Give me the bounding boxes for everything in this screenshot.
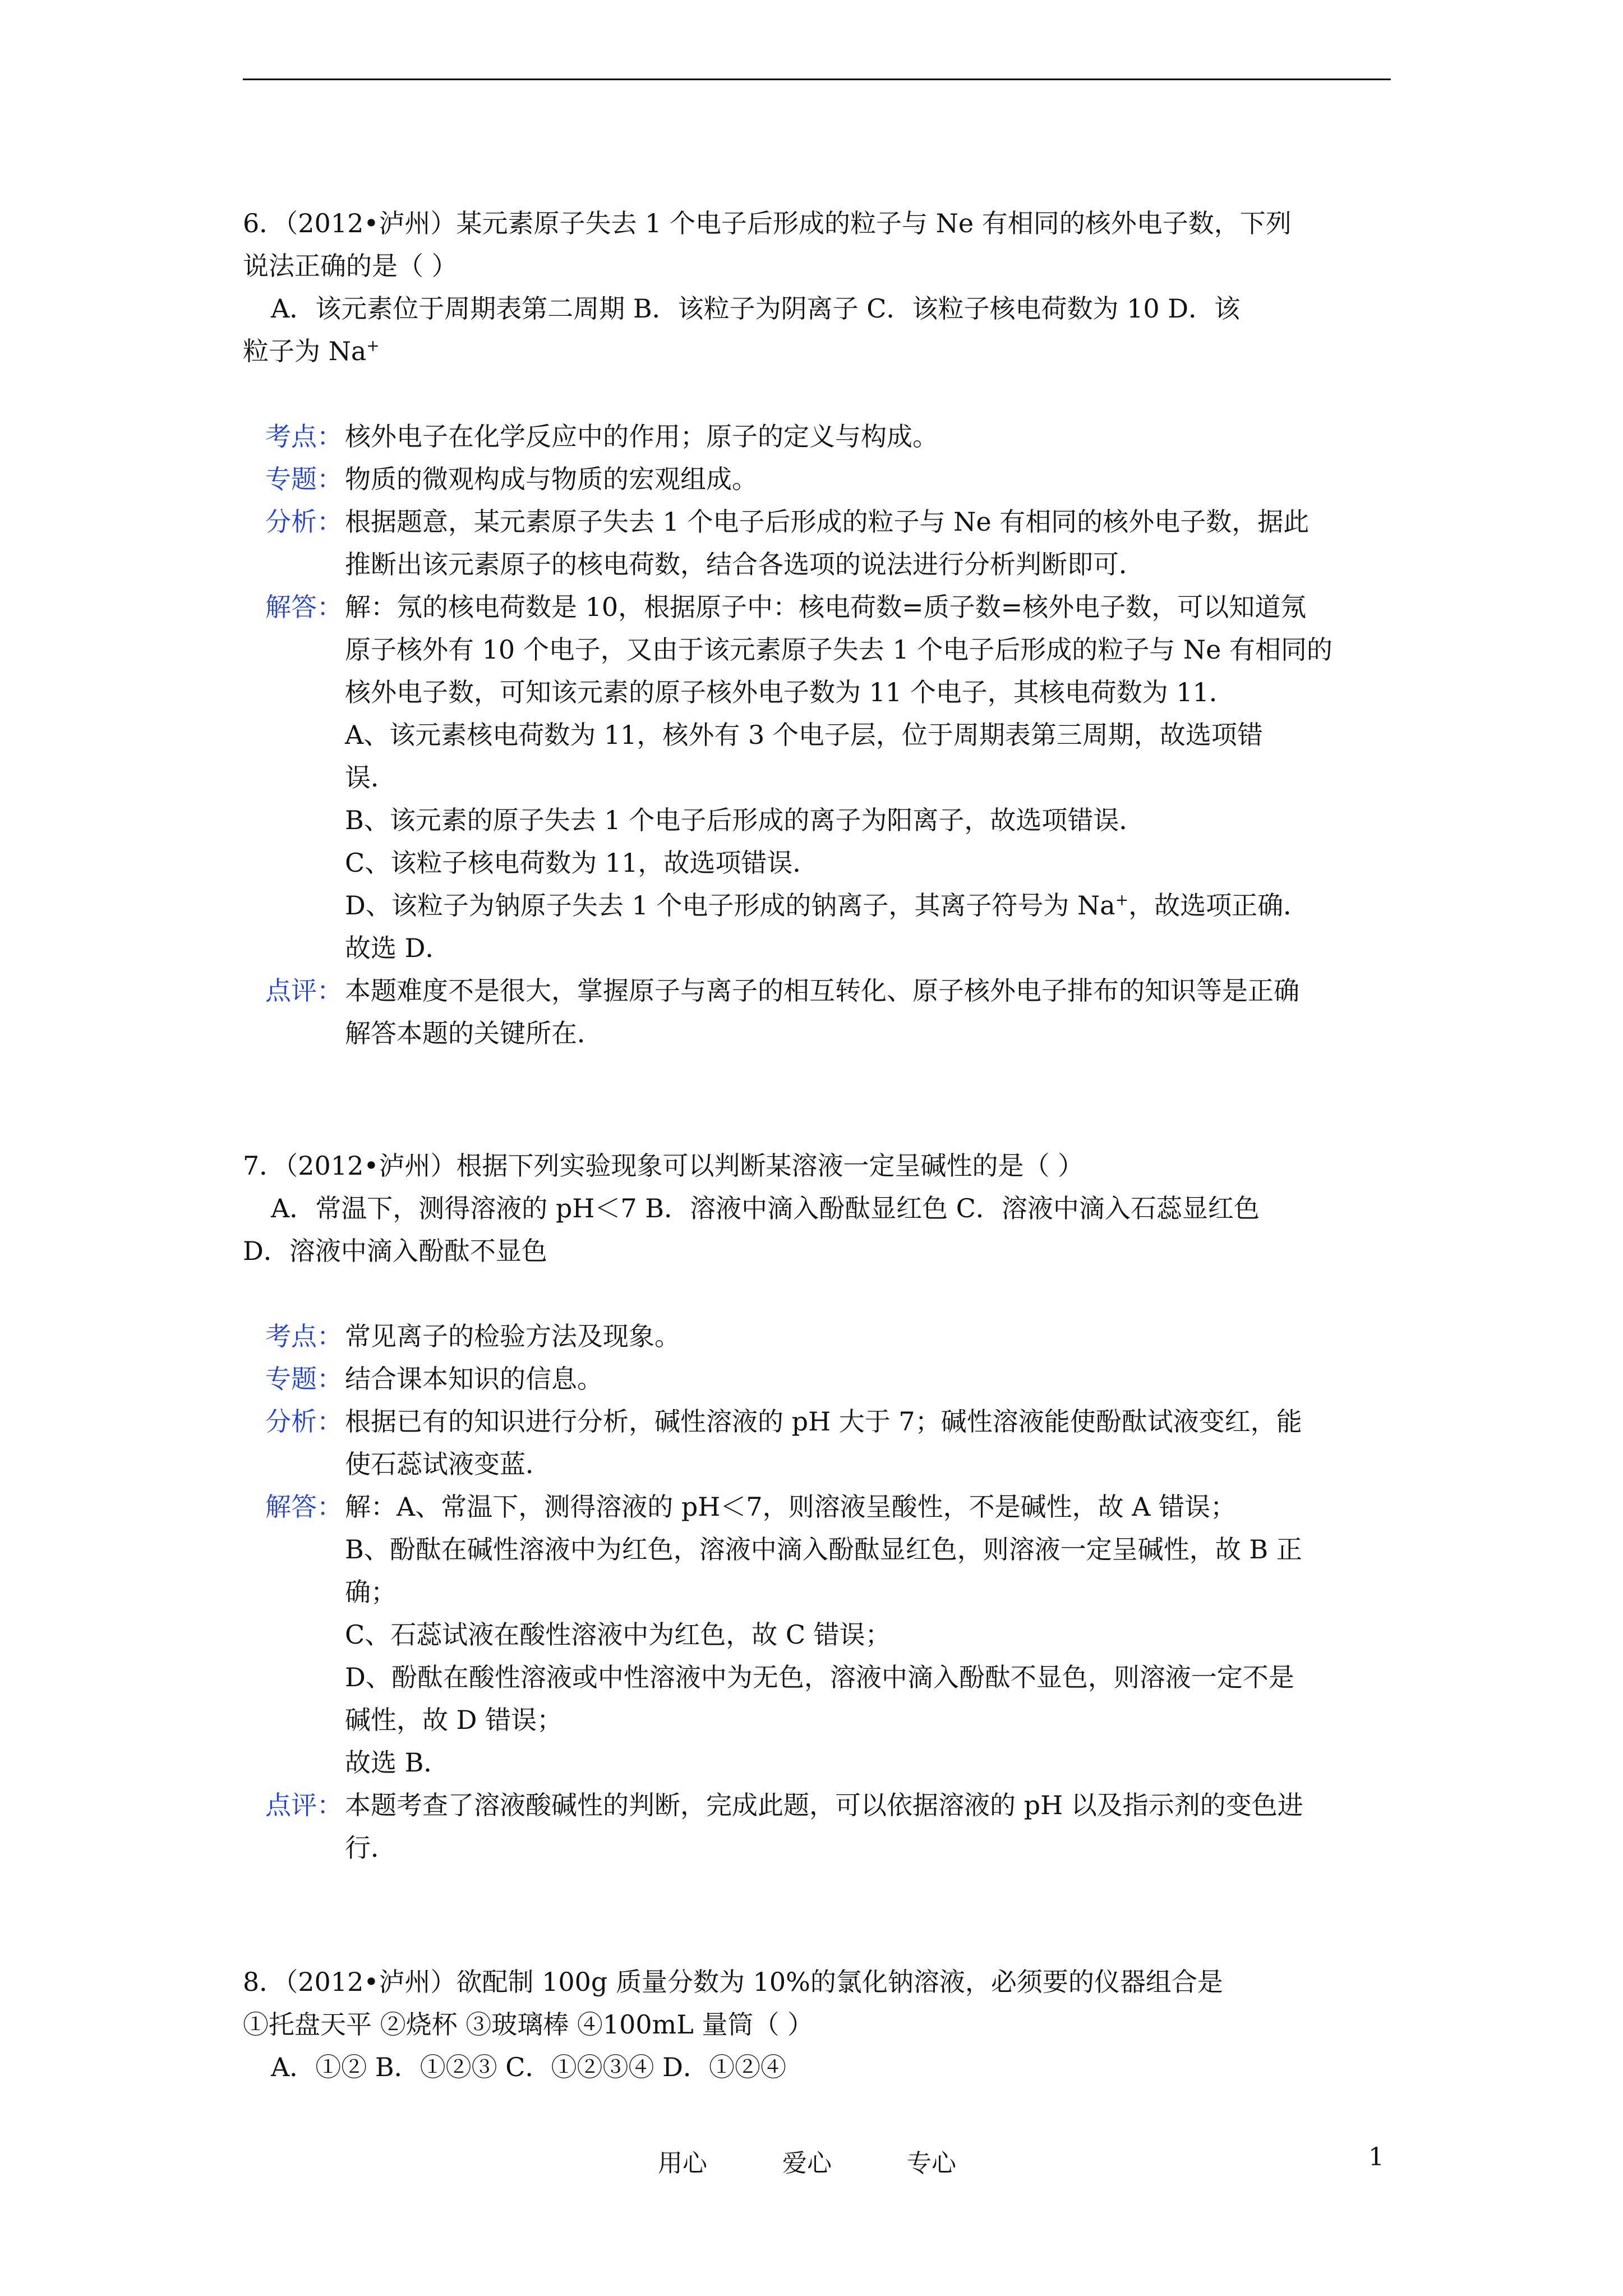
jieda-text: 原子核外有 10 个电子，又由于该元素原子失去 1 个电子后形成的粒子与 Ne 有相同的 [345, 634, 1333, 665]
jieda-text: A、该元素核电荷数为 11，核外有 3 个电子层，位于周期表第三周期，故选项错 [345, 720, 1263, 750]
fenxi-text: 推断出该元素原子的核电荷数，结合各选项的说法进行分析判断即可． [345, 549, 1145, 579]
jieda-text-part: D、该粒子为钠原子失去 1 个电子形成的钠离子，其离子符号为 Na [345, 890, 1115, 921]
kaodian-text: 常见离子的检验方法及现象。 [345, 1321, 680, 1351]
jieda-text: B、该元素的原子失去 1 个电子后形成的离子为阳离子，故选项错误． [345, 805, 1145, 835]
zhuanti-text: 物质的微观构成与物质的宏观组成。 [345, 464, 758, 494]
header-rule [243, 79, 1391, 80]
dianping-text: 行． [345, 1833, 396, 1863]
jieda-text: C、该粒子核电荷数为 11，故选项错误． [345, 848, 819, 878]
jieda-text-part: ，故选项正确． [1128, 890, 1310, 921]
question-stem: 8．（2012•泸州）欲配制 100g 质量分数为 10%的氯化钠溶液，必须要的仪器组合是 [243, 1967, 1223, 1997]
question-stem: 6．（2012•泸州）某元素原子失去 1 个电子后形成的粒子与 Ne 有相同的核外电子数，下列 [243, 208, 1292, 238]
fenxi-label: 分析： [265, 1406, 343, 1437]
jieda-text: 故选 D． [345, 933, 451, 963]
jieda-label: 解答： [265, 1492, 343, 1522]
jieda-text: 故选 B． [345, 1747, 450, 1778]
jieda-text: C、石蕊试液在酸性溶液中为红色，故 C 错误； [345, 1619, 891, 1650]
option-text: 粒子为 Na [243, 336, 367, 366]
dianping-label: 点评： [265, 976, 343, 1006]
fenxi-text: 根据已有的知识进行分析，碱性溶液的 pH 大于 7；碱性溶液能使酚酞试液变红，能 [345, 1406, 1302, 1437]
jieda-text: 碱性，故 D 错误； [345, 1705, 563, 1735]
jieda-text: 确； [345, 1577, 396, 1607]
jieda-text: 核外电子数，可知该元素的原子核外电子数为 11 个电子，其核电荷数为 11． [345, 677, 1235, 707]
answer-options: A．常温下，测得溶液的 pH＜7 B．溶液中滴入酚酞显红色 C．溶液中滴入石蕊显红色 [271, 1193, 1260, 1223]
zhuanti-text: 结合课本知识的信息。 [345, 1364, 603, 1394]
kaodian-text: 核外电子在化学反应中的作用；原子的定义与构成。 [345, 421, 938, 452]
page-number: 1 [1368, 2143, 1384, 2171]
dianping-text: 解答本题的关键所在． [345, 1018, 603, 1048]
jieda-text: 解：A、常温下，测得溶液的 pH＜7，则溶液呈酸性，不是碱性，故 A 错误； [345, 1492, 1237, 1522]
page-footer [658, 2143, 1023, 2179]
jieda-text: 误． [345, 762, 396, 793]
superscript-plus: + [366, 336, 380, 355]
dianping-text: 本题难度不是很大，掌握原子与离子的相互转化、原子核外电子排布的知识等是正确 [345, 976, 1299, 1006]
kaodian-label: 考点： [265, 421, 343, 452]
answer-options: A．①② B．①②③ C．①②③④ D．①②④ [271, 2052, 786, 2082]
fenxi-text: 根据题意，某元素原子失去 1 个电子后形成的粒子与 Ne 有相同的核外电子数，据此 [345, 507, 1310, 537]
superscript-plus: + [1115, 890, 1129, 909]
jieda-text: 解：氖的核电荷数是 10，根据原子中：核电荷数=质子数=核外电子数，可以知道氖 [345, 592, 1307, 622]
dianping-label: 点评： [265, 1790, 343, 1820]
dianping-text: 本题考查了溶液酸碱性的判断，完成此题，可以依据溶液的 pH 以及指示剂的变色进 [345, 1790, 1303, 1820]
answer-options [243, 330, 380, 372]
footer-item: 用心 [658, 2149, 707, 2178]
footer-item: 专心 [907, 2149, 956, 2178]
fenxi-text: 使石蕊试液变蓝． [345, 1449, 551, 1479]
jieda-text [345, 884, 1309, 927]
jieda-label: 解答： [265, 592, 343, 622]
kaodian-label: 考点： [265, 1321, 343, 1351]
zhuanti-label: 专题： [265, 464, 343, 494]
jieda-text: B、酚酞在碱性溶液中为红色，溶液中滴入酚酞显红色，则溶液一定呈碱性，故 B 正 [345, 1534, 1302, 1565]
footer-item: 爱心 [782, 2149, 832, 2178]
question-stem: ①托盘天平 ②烧杯 ③玻璃棒 ④100mL 量筒（ ） [243, 2009, 814, 2040]
jieda-text: D、酚酞在酸性溶液或中性溶液中为无色，溶液中滴入酚酞不显色，则溶液一定不是 [345, 1662, 1294, 1692]
answer-options: A．该元素位于周期表第二周期 B．该粒子为阴离子 C．该粒子核电荷数为 10 D．该 [271, 293, 1241, 324]
fenxi-label: 分析： [265, 507, 343, 537]
question-stem: 7．（2012•泸州）根据下列实验现象可以判断某溶液一定呈碱性的是（ ） [243, 1151, 1084, 1181]
question-stem: 说法正确的是（ ） [243, 251, 458, 281]
answer-options: D．溶液中滴入酚酞不显色 [243, 1236, 547, 1266]
zhuanti-label: 专题： [265, 1364, 343, 1394]
